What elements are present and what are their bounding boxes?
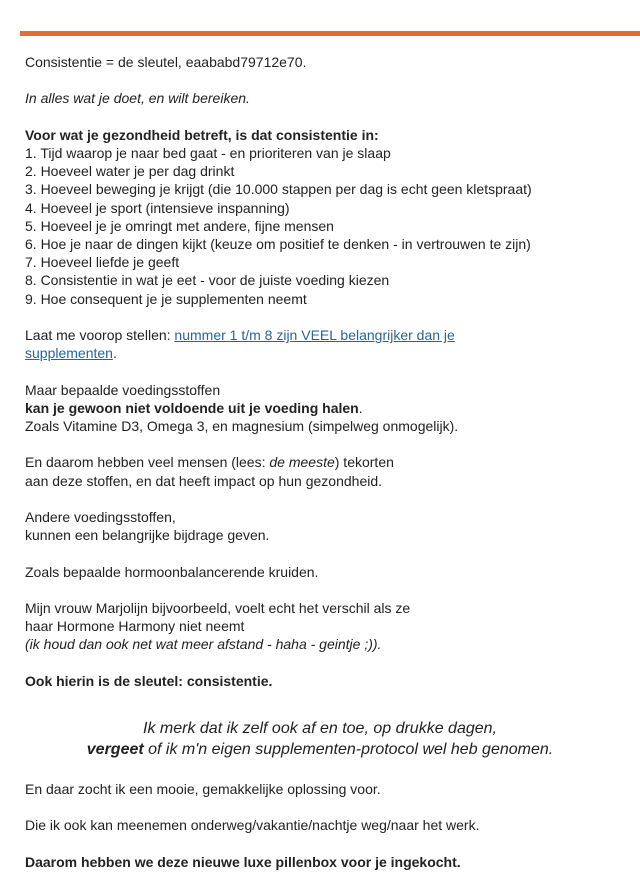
consistency-list bbox=[25, 126, 625, 308]
key-statement: Ook hierin is de sleutel: consistentie. bbox=[25, 672, 273, 689]
other-nutrients-paragraph bbox=[25, 508, 625, 544]
list-item: 9. Hoe consequent je je supplementen neemt bbox=[25, 290, 307, 307]
intro-italic: In alles wat je doet, en wilt bereiken. bbox=[25, 90, 250, 107]
nutrients-line-1: Maar bepaalde voedingsstoffen bbox=[25, 381, 221, 398]
list-item: 2. Hoeveel water je per dag drinkt bbox=[25, 163, 235, 180]
header-accent-bar bbox=[20, 31, 640, 36]
wife-line-2: haar Hormone Harmony niet neemt bbox=[25, 618, 245, 635]
list-item: 8. Consistentie in wat je eet - voor de juiste voeding kiezen bbox=[25, 272, 390, 289]
quote-line-2-rest: of ik m'n eigen supplementen-protocol wel heb genomen. bbox=[143, 740, 554, 758]
nutrients-paragraph bbox=[25, 381, 625, 436]
other-line-2: kunnen een belangrijke bijdrage geven. bbox=[25, 527, 270, 544]
solution-paragraph: En daar zocht ik een mooie, gemakkelijke oplossing voor. bbox=[25, 780, 381, 797]
other-line-1: Andere voedingsstoffen, bbox=[25, 508, 176, 525]
wife-line-3: (ik houd dan ook net wat meer afstand - haha - geintje ;)). bbox=[25, 636, 382, 653]
list-item: 5. Hoeveel je je omringt met andere, fijne mensen bbox=[25, 217, 334, 234]
deficit-suffix: ) tekorten bbox=[334, 454, 394, 471]
pillbox-paragraph: Daarom hebben we deze nieuwe luxe pillenbox voor je ingekocht. bbox=[25, 853, 461, 870]
disclaimer bbox=[25, 326, 465, 362]
pull-quote bbox=[0, 718, 640, 760]
list-item: 3. Hoeveel beweging je krijgt (die 10.000 stappen per dag is echt geen kletspraat) bbox=[25, 181, 532, 198]
wife-paragraph bbox=[25, 599, 625, 654]
list-item: 6. Hoe je naar de dingen kijkt (keuze om positief te denken - in vertrouwen te zijn) bbox=[25, 236, 531, 252]
disclaimer-prefix: Laat me voorop stellen: bbox=[25, 327, 175, 343]
deficit-line-2: aan deze stoffen, en dat heeft impact op hun gezondheid. bbox=[25, 472, 383, 489]
herbs-paragraph: Zoals bepaalde hormoonbalancerende kruiden. bbox=[25, 563, 319, 580]
nutrients-line-2-suffix: . bbox=[358, 399, 363, 416]
deficit-prefix: En daarom hebben veel mensen (lees: bbox=[25, 454, 270, 471]
deficit-paragraph bbox=[25, 453, 625, 489]
list-item: 4. Hoeveel je sport (intensieve inspanning) bbox=[25, 199, 290, 216]
email-body bbox=[25, 53, 625, 889]
list-item: 7. Hoeveel liefde je geeft bbox=[25, 254, 180, 271]
list-heading: Voor wat je gezondheid betreft, is dat consistentie in: bbox=[25, 126, 379, 143]
wife-line-1: Mijn vrouw Marjolijn bijvoorbeeld, voelt echt het verschil als ze bbox=[25, 599, 411, 616]
list-item: 1. Tijd waarop je naar bed gaat - en prioriteren van je slaap bbox=[25, 144, 391, 161]
disclaimer-link[interactable]: nummer 1 t/m 8 zijn VEEL belangrijker dan je supplementen bbox=[25, 327, 455, 362]
quote-bold-word: vergeet bbox=[86, 740, 144, 758]
nutrients-line-3: Zoals Vitamine D3, Omega 3, en magnesium (simpelweg onmogelijk). bbox=[25, 418, 459, 434]
greeting: Consistentie = de sleutel, eaababd79712e70. bbox=[25, 54, 307, 70]
quote-line-1: Ik merk dat ik zelf ook af en toe, op drukke dagen, bbox=[143, 719, 497, 737]
nutrients-line-2-bold: kan je gewoon niet voldoende uit je voeding halen bbox=[25, 399, 359, 416]
disclaimer-suffix: . bbox=[112, 345, 117, 362]
deficit-italic: de meeste bbox=[269, 454, 335, 471]
travel-paragraph: Die ik ook kan meenemen onderweg/vakantie/nachtje weg/naar het werk. bbox=[25, 817, 480, 834]
